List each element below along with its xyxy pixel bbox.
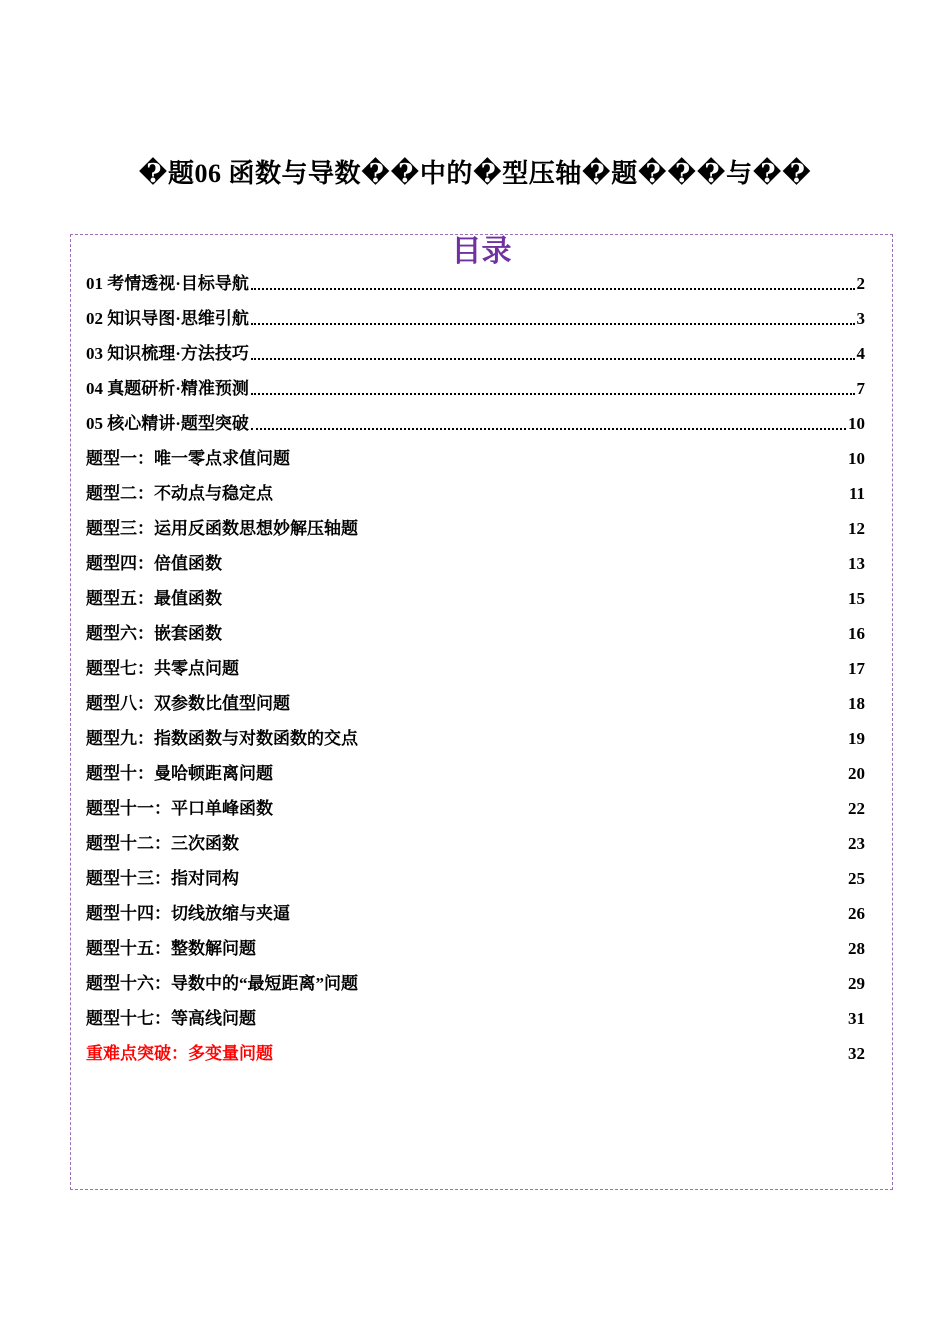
toc-entry-page-number: 19 — [848, 729, 865, 748]
toc-heading: 目录 — [451, 234, 512, 269]
toc-entry[interactable] — [86, 795, 865, 830]
toc-entry-page-number: 22 — [848, 799, 865, 818]
toc-spacer — [290, 690, 848, 718]
toc-entry[interactable] — [86, 655, 865, 690]
toc-entry[interactable] — [86, 410, 865, 445]
toc-entry[interactable] — [86, 305, 865, 340]
toc-entry[interactable] — [86, 900, 865, 935]
toc-entry[interactable] — [86, 340, 865, 375]
toc-entry-label: 题型九：指数函数与对数函数的交点 — [86, 729, 358, 748]
toc-entry[interactable] — [86, 270, 865, 305]
toc-dot-leader — [249, 410, 848, 438]
toc-entry-page-number: 23 — [848, 834, 865, 853]
toc-entry[interactable] — [86, 725, 865, 760]
toc-entry-label: 题型四：倍值函数 — [86, 554, 222, 573]
toc-spacer — [273, 760, 848, 788]
toc-entry-page-number: 10 — [848, 414, 865, 433]
toc-entry[interactable] — [86, 1005, 865, 1040]
toc-entry-label: 04 真题研析·精准预测 — [86, 379, 249, 398]
toc-entry-page-number: 3 — [856, 309, 865, 328]
toc-spacer — [222, 585, 848, 613]
toc-spacer — [273, 795, 848, 823]
toc-spacer — [358, 725, 848, 753]
toc-spacer — [256, 935, 848, 963]
toc-entry[interactable] — [86, 620, 865, 655]
toc-entry-label: 重难点突破：多变量问题 — [86, 1044, 273, 1063]
toc-entry-page-number: 16 — [848, 624, 865, 643]
toc-entry-page-number: 28 — [848, 939, 865, 958]
toc-spacer — [290, 900, 848, 928]
toc-spacer — [273, 1040, 848, 1068]
toc-entry-page-number: 31 — [848, 1009, 865, 1028]
toc-dot-leader — [249, 270, 857, 298]
toc-entry-page-number: 12 — [848, 519, 865, 538]
toc-entry-label: 题型七：共零点问题 — [86, 659, 239, 678]
toc-entry[interactable] — [86, 935, 865, 970]
toc-entry[interactable] — [86, 970, 865, 1005]
toc-entry-page-number: 15 — [848, 589, 865, 608]
toc-entry[interactable] — [86, 1040, 865, 1075]
toc-spacer — [239, 655, 848, 683]
toc-spacer — [239, 865, 848, 893]
toc-entry-label: 题型十一：平口单峰函数 — [86, 799, 273, 818]
toc-entry-page-number: 13 — [848, 554, 865, 573]
toc-entry-page-number: 29 — [848, 974, 865, 993]
toc-spacer — [239, 830, 848, 858]
toc-spacer — [358, 970, 848, 998]
toc-entry-page-number: 26 — [848, 904, 865, 923]
toc-entry-page-number: 18 — [848, 694, 865, 713]
toc-dot-leader — [249, 375, 857, 403]
toc-entry-label: 题型十五：整数解问题 — [86, 939, 256, 958]
toc-entry-label: 题型十四：切线放缩与夹逼 — [86, 904, 290, 923]
toc-entry-label: 题型十七：等高线问题 — [86, 1009, 256, 1028]
toc-entry[interactable] — [86, 550, 865, 585]
toc-entry[interactable] — [86, 760, 865, 795]
toc-entry-label: 题型五：最值函数 — [86, 589, 222, 608]
toc-spacer — [222, 620, 848, 648]
toc-entry[interactable] — [86, 375, 865, 410]
document-title: �题06 函数与导数��中的�型压轴�题���与�� — [138, 159, 812, 188]
toc-spacer — [273, 480, 849, 508]
toc-entry[interactable] — [86, 445, 865, 480]
toc-entry[interactable] — [86, 515, 865, 550]
toc-entry-label: 题型三：运用反函数思想妙解压轴题 — [86, 519, 358, 538]
toc-entry-page-number: 32 — [848, 1044, 865, 1063]
toc-entry[interactable] — [86, 830, 865, 865]
toc-spacer — [358, 515, 848, 543]
toc-entry-label: 02 知识导图·思维引航 — [86, 309, 249, 328]
toc-entry-label: 题型十二：三次函数 — [86, 834, 239, 853]
toc-entry-page-number: 4 — [856, 344, 865, 363]
toc-spacer — [290, 445, 848, 473]
toc-entry-label: 03 知识梳理·方法技巧 — [86, 344, 249, 363]
toc-dot-leader — [249, 305, 857, 333]
toc-entry[interactable] — [86, 865, 865, 900]
toc-entry-label: 题型十：曼哈顿距离问题 — [86, 764, 273, 783]
toc-entry-label: 题型一：唯一零点求值问题 — [86, 449, 290, 468]
toc-entry[interactable] — [86, 690, 865, 725]
toc-entry-page-number: 20 — [848, 764, 865, 783]
toc-entry[interactable] — [86, 480, 865, 515]
toc-entry-label: 05 核心精讲·题型突破 — [86, 414, 249, 433]
toc-spacer — [222, 550, 848, 578]
toc-entry-page-number: 25 — [848, 869, 865, 888]
toc-spacer — [256, 1005, 848, 1033]
toc-entry-label: 题型二：不动点与稳定点 — [86, 484, 273, 503]
toc-entry-page-number: 7 — [856, 379, 865, 398]
toc-entry-page-number: 17 — [848, 659, 865, 678]
toc-entry-label: 题型八：双参数比值型问题 — [86, 694, 290, 713]
toc-entry-page-number: 11 — [848, 484, 865, 503]
toc-entry-label: 题型十三：指对同构 — [86, 869, 239, 888]
toc-dot-leader — [249, 340, 857, 368]
toc-entry-page-number: 10 — [848, 449, 865, 468]
toc-list — [86, 270, 865, 1075]
toc-entry-label: 题型十六：导数中的“最短距离”问题 — [86, 974, 358, 993]
toc-entry-page-number: 2 — [856, 274, 865, 293]
table-of-contents — [70, 234, 893, 1190]
toc-entry-label: 题型六：嵌套函数 — [86, 624, 222, 643]
toc-entry-label: 01 考情透视·目标导航 — [86, 274, 249, 293]
toc-entry[interactable] — [86, 585, 865, 620]
